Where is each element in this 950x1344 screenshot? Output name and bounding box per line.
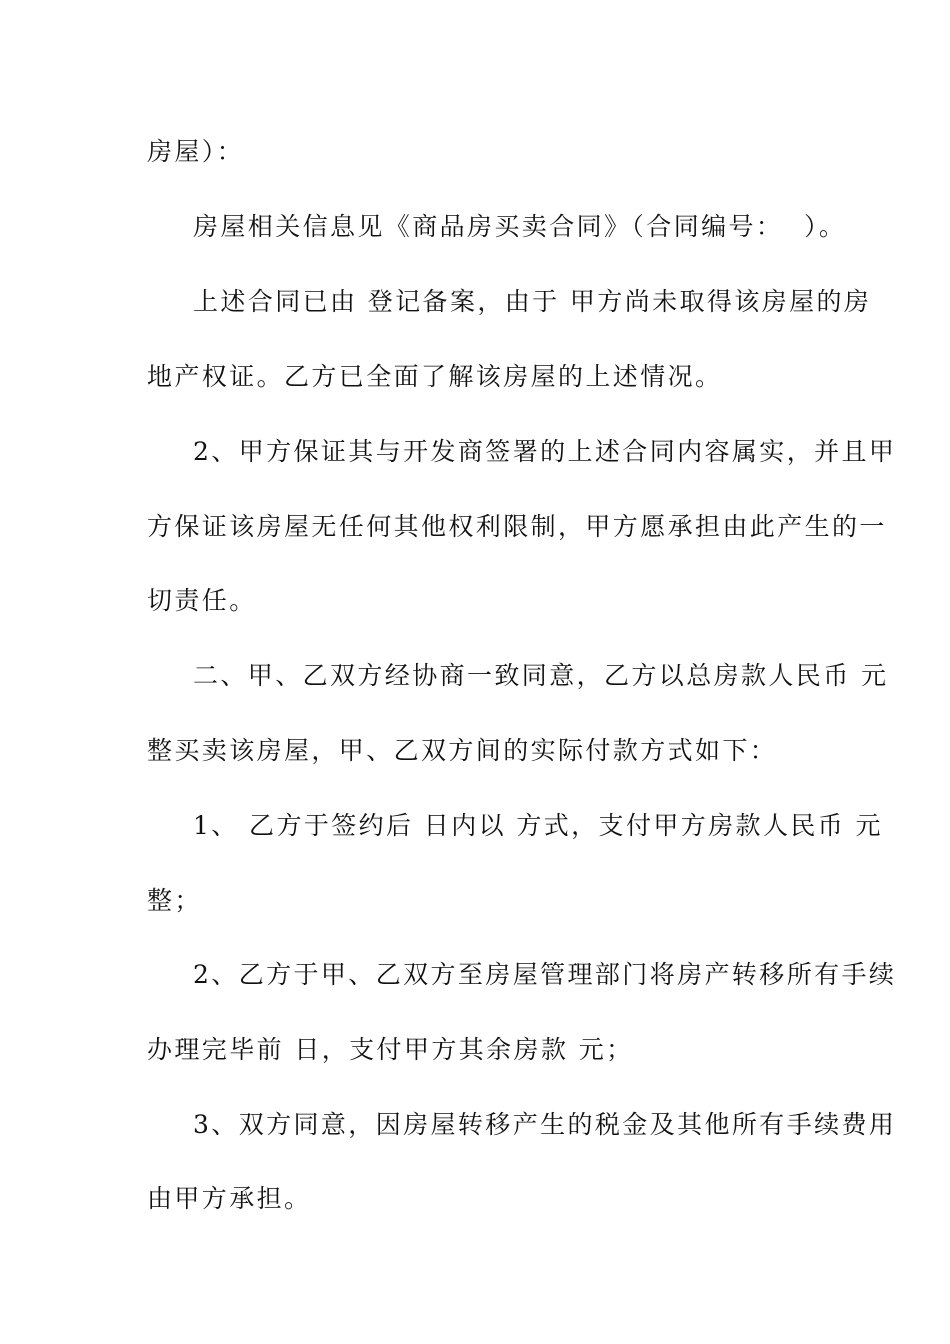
- text-line: 地产权证。乙方已全面了解该房屋的上述情况。: [147, 362, 723, 391]
- text-line: 上述合同已由 登记备案，由于 甲方尚未取得该房屋的房: [193, 287, 872, 316]
- text-line: 切责任。: [147, 586, 257, 615]
- text-line: 2、甲方保证其与开发商签署的上述合同内容属实，并且甲: [193, 437, 897, 466]
- text-line: 1、 乙方于签约后 日内以 方式，支付甲方房款人民币 元: [193, 811, 883, 840]
- text-line: 整；: [147, 886, 202, 915]
- text-line: 办理完毕前 日，支付甲方其余房款 元；: [147, 1035, 634, 1064]
- text-line: 整买卖该房屋，甲、乙双方间的实际付款方式如下：: [147, 736, 778, 765]
- text-line: 二、甲、乙双方经协商一致同意，乙方以总房款人民币 元: [193, 661, 889, 690]
- text-line: 房屋相关信息见《商品房买卖合同》（合同编号： ）。: [193, 212, 847, 241]
- text-line: 由甲方承担。: [147, 1184, 312, 1213]
- text-line: 房屋）：: [147, 137, 245, 166]
- text-line: 3、双方同意，因房屋转移产生的税金及其他所有手续费用: [193, 1110, 897, 1139]
- text-line: 方保证该房屋无任何其他权利限制，甲方愿承担由此产生的一: [147, 512, 887, 541]
- text-line: 2、乙方于甲、乙双方至房屋管理部门将房产转移所有手续: [193, 960, 897, 989]
